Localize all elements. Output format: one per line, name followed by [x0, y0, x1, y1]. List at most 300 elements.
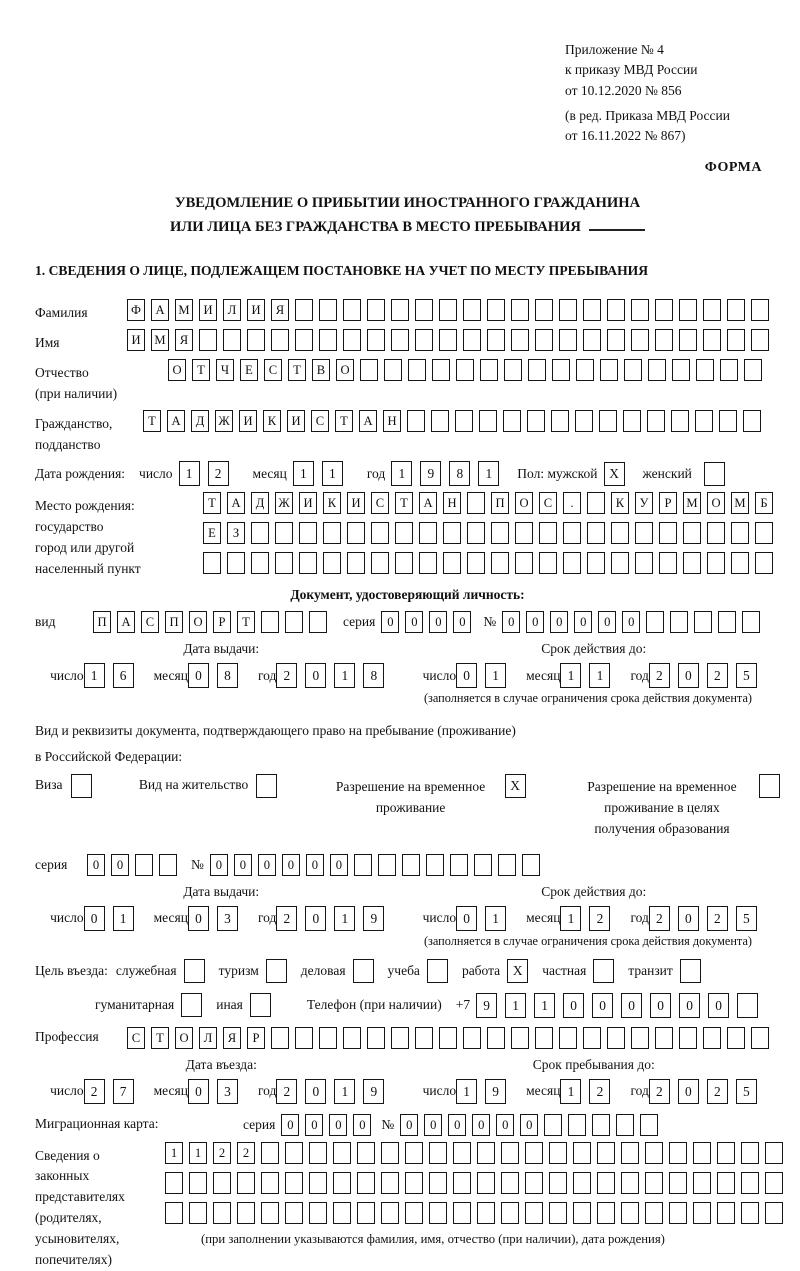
char-cell: [384, 359, 402, 381]
citizenship-label: [35, 410, 143, 456]
char-cell: [765, 1202, 783, 1224]
char-cell: 0: [456, 906, 477, 931]
sex-male-checkbox: X: [604, 462, 625, 486]
char-cell: [247, 329, 265, 351]
char-cell: М: [151, 329, 169, 351]
stay-until-heading: Срок пребывания до:: [532, 1056, 655, 1072]
char-cell: 0: [678, 663, 699, 688]
stay-until-col: [408, 1057, 781, 1104]
birth-place-label: [35, 492, 203, 580]
patronymic-label-line1: Отчество: [35, 364, 89, 380]
char-cell: 0: [111, 854, 129, 876]
char-cell: Т: [237, 611, 255, 633]
char-cell: [271, 329, 289, 351]
char-cell: [323, 522, 341, 544]
char-cell: [443, 522, 461, 544]
patronymic-label: [35, 359, 168, 405]
char-cell: [429, 1142, 447, 1164]
char-cell: 0: [563, 993, 584, 1018]
purpose-humanitarian-label: гуманитарная: [95, 997, 175, 1013]
doc-type-label: вид: [35, 614, 56, 630]
first-name-row: [35, 329, 780, 354]
char-cell: [367, 329, 385, 351]
char-cell: [477, 1142, 495, 1164]
issue-year-cells: [276, 906, 392, 931]
char-cell: [479, 410, 497, 432]
char-cell: 0: [305, 663, 326, 688]
char-cell: 1: [560, 906, 581, 931]
char-cell: 0: [305, 1114, 323, 1136]
char-cell: Н: [443, 492, 461, 514]
char-cell: [717, 1202, 735, 1224]
forma-label: ФОРМА: [704, 160, 762, 176]
char-cell: [450, 854, 468, 876]
char-cell: [635, 552, 653, 574]
phone-cells: [476, 993, 766, 1018]
char-cell: [405, 1172, 423, 1194]
char-cell: П: [491, 492, 509, 514]
doc-series-cells: [381, 611, 477, 633]
char-cell: [426, 854, 444, 876]
identity-doc-row: [35, 611, 780, 633]
option-temp-residence-education: [573, 774, 780, 840]
char-cell: 9: [363, 906, 384, 931]
purpose-tourism-checkbox: [266, 959, 287, 983]
char-cell: [199, 329, 217, 351]
migration-card-label: Миграционная карта:: [35, 1116, 159, 1132]
char-cell: 2: [649, 663, 670, 688]
char-cell: [559, 329, 577, 351]
char-cell: [295, 1027, 313, 1049]
residence-doc-dates: [35, 884, 780, 931]
char-cell: [549, 1202, 567, 1224]
char-cell: [527, 410, 545, 432]
char-cell: 0: [405, 611, 423, 633]
char-cell: М: [683, 492, 701, 514]
char-cell: Т: [335, 410, 353, 432]
purpose-row2: [35, 993, 780, 1018]
temp-residence-education-checkbox: [759, 774, 780, 798]
char-cell: [743, 410, 761, 432]
profession-label: Профессия: [35, 1029, 99, 1045]
char-cell: [501, 1202, 519, 1224]
validity-note: (заполняется в случае ограничения срока действия документа): [423, 933, 752, 948]
char-cell: [443, 552, 461, 574]
residence-number-cells: [210, 854, 546, 876]
char-cell: [395, 522, 413, 544]
char-cell: Р: [659, 492, 677, 514]
char-cell: 0: [448, 1114, 466, 1136]
representatives-label-line: законных: [35, 1168, 90, 1184]
purpose-other-label: иная: [216, 997, 243, 1013]
char-cell: П: [165, 611, 183, 633]
char-cell: Н: [383, 410, 401, 432]
char-cell: [419, 552, 437, 574]
purpose-work-label: работа: [461, 962, 501, 978]
char-cell: [213, 1172, 231, 1194]
char-cell: [480, 359, 498, 381]
month-label: месяц: [153, 910, 188, 926]
char-cell: [751, 299, 769, 321]
appendix-line: от 10.12.2020 № 856: [565, 82, 682, 98]
purpose-transit-checkbox: [680, 959, 701, 983]
day-label: число: [422, 1083, 457, 1099]
char-cell: [741, 1172, 759, 1194]
char-cell: [683, 552, 701, 574]
char-cell: [309, 1172, 327, 1194]
char-cell: К: [263, 410, 281, 432]
char-cell: [299, 552, 317, 574]
char-cell: [703, 1027, 721, 1049]
char-cell: 2: [649, 1079, 670, 1104]
char-cell: [419, 522, 437, 544]
issue-year-cells: [276, 663, 392, 688]
entry-date-line: [35, 1079, 408, 1104]
char-cell: 1: [560, 1079, 581, 1104]
char-cell: [165, 1172, 183, 1194]
char-cell: [357, 1202, 375, 1224]
char-cell: 0: [456, 663, 477, 688]
year-label: год: [630, 1083, 649, 1099]
char-cell: Р: [213, 611, 231, 633]
char-cell: 3: [217, 906, 238, 931]
char-cell: 8: [363, 663, 384, 688]
char-cell: [751, 329, 769, 351]
char-cell: [275, 522, 293, 544]
char-cell: [576, 359, 594, 381]
first-name-cells: [127, 329, 775, 351]
char-cell: [333, 1172, 351, 1194]
residence-doc-options: [35, 774, 780, 840]
char-cell: [583, 329, 601, 351]
char-cell: 6: [113, 663, 134, 688]
birth-place-cells-row1: [203, 492, 779, 514]
year-label: год: [257, 667, 277, 683]
char-cell: [549, 1172, 567, 1194]
char-cell: Ж: [215, 410, 233, 432]
char-cell: Е: [203, 522, 221, 544]
char-cell: С: [141, 611, 159, 633]
char-cell: [696, 359, 714, 381]
representatives-label: [35, 1142, 137, 1271]
char-cell: [203, 552, 221, 574]
char-cell: 0: [330, 854, 348, 876]
char-cell: П: [93, 611, 111, 633]
char-cell: [487, 299, 505, 321]
char-cell: [477, 1172, 495, 1194]
char-cell: А: [117, 611, 135, 633]
char-cell: О: [336, 359, 354, 381]
birth-place-cells-row2: [203, 522, 779, 544]
char-cell: 0: [550, 611, 568, 633]
amendment-line: от 16.11.2022 № 867): [565, 128, 686, 143]
char-cell: [679, 1027, 697, 1049]
char-cell: М: [731, 492, 749, 514]
char-cell: 0: [650, 993, 671, 1018]
char-cell: 2: [237, 1142, 255, 1164]
char-cell: [467, 552, 485, 574]
sex-male-label: Пол: мужской: [517, 465, 598, 481]
residence-permit-checkbox: [256, 774, 277, 798]
char-cell: [347, 552, 365, 574]
char-cell: [309, 611, 327, 633]
char-cell: [599, 410, 617, 432]
char-cell: Л: [199, 1027, 217, 1049]
char-cell: [583, 1027, 601, 1049]
char-cell: Т: [395, 492, 413, 514]
char-cell: А: [227, 492, 245, 514]
doc-number-cells: [502, 611, 766, 633]
temp-residence-education-label: Разрешение на временное проживание в целях получения образования: [587, 778, 737, 836]
char-cell: [227, 552, 245, 574]
char-cell: [474, 854, 492, 876]
char-cell: 0: [305, 906, 326, 931]
char-cell: Д: [191, 410, 209, 432]
surname-cells: [127, 299, 775, 321]
day-label: число: [50, 910, 84, 926]
char-cell: [694, 611, 712, 633]
char-cell: [671, 410, 689, 432]
representatives-label-line: представителях: [35, 1189, 125, 1205]
char-cell: [755, 522, 773, 544]
char-cell: [607, 299, 625, 321]
char-cell: 0: [329, 1114, 347, 1136]
char-cell: [285, 611, 303, 633]
char-cell: 2: [213, 1142, 231, 1164]
char-cell: [669, 1172, 687, 1194]
purpose-other-checkbox: [250, 993, 271, 1017]
char-cell: И: [347, 492, 365, 514]
char-cell: [299, 522, 317, 544]
char-cell: С: [127, 1027, 145, 1049]
char-cell: [592, 1114, 610, 1136]
number-label: №: [191, 856, 204, 872]
char-cell: А: [167, 410, 185, 432]
representatives-cells-row2: [165, 1172, 789, 1194]
char-cell: [525, 1172, 543, 1194]
char-cell: М: [175, 299, 193, 321]
char-cell: [583, 299, 601, 321]
sex-female-label: женский: [642, 465, 692, 481]
profession-row: [35, 1027, 780, 1049]
char-cell: [135, 854, 153, 876]
char-cell: 0: [453, 611, 471, 633]
char-cell: 7: [113, 1079, 134, 1104]
char-cell: [683, 522, 701, 544]
char-cell: 1: [189, 1142, 207, 1164]
char-cell: [648, 359, 666, 381]
char-cell: 0: [708, 993, 729, 1018]
char-cell: С: [371, 492, 389, 514]
char-cell: 0: [424, 1114, 442, 1136]
char-cell: [659, 552, 677, 574]
char-cell: [737, 993, 758, 1018]
char-cell: 1: [179, 461, 200, 486]
char-cell: [631, 1027, 649, 1049]
char-cell: [261, 1202, 279, 1224]
char-cell: 1: [589, 663, 610, 688]
char-cell: [402, 854, 420, 876]
char-cell: [695, 410, 713, 432]
char-cell: [407, 410, 425, 432]
day-label: число: [50, 1083, 84, 1099]
identity-valid-col: [408, 641, 781, 688]
citizenship-label-line2: подданство: [35, 436, 101, 452]
purpose-tourism-label: туризм: [218, 962, 259, 978]
char-cell: [504, 359, 522, 381]
entry-stay-dates: [35, 1057, 780, 1104]
char-cell: [539, 522, 557, 544]
char-cell: [189, 1202, 207, 1224]
char-cell: [669, 1142, 687, 1164]
char-cell: 3: [217, 1079, 238, 1104]
char-cell: 1: [560, 663, 581, 688]
day-label: число: [139, 465, 173, 481]
char-cell: [251, 552, 269, 574]
char-cell: 8: [449, 461, 470, 486]
char-cell: О: [189, 611, 207, 633]
char-cell: 0: [87, 854, 105, 876]
char-cell: [621, 1142, 639, 1164]
char-cell: [563, 552, 581, 574]
char-cell: [587, 552, 605, 574]
char-cell: 5: [736, 1079, 757, 1104]
char-cell: [621, 1172, 639, 1194]
char-cell: [587, 522, 605, 544]
char-cell: [616, 1114, 634, 1136]
char-cell: [631, 299, 649, 321]
char-cell: 8: [217, 663, 238, 688]
char-cell: [463, 329, 481, 351]
char-cell: 0: [400, 1114, 418, 1136]
form-title-line2: ИЛИ ЛИЦА БЕЗ ГРАЖДАНСТВА В МЕСТО ПРЕБЫВАНИЯ: [170, 218, 581, 235]
purpose-business-label: деловая: [300, 962, 346, 978]
char-cell: [391, 1027, 409, 1049]
purpose-humanitarian-checkbox: [181, 993, 202, 1017]
month-label: месяц: [526, 1083, 561, 1099]
char-cell: [453, 1202, 471, 1224]
char-cell: [295, 329, 313, 351]
birth-place-sublabel-city: город или другой: [35, 540, 135, 556]
valid-day-cells: [456, 663, 514, 688]
appendix-line: Приложение № 4: [565, 42, 664, 57]
char-cell: 2: [649, 906, 670, 931]
char-cell: 1: [322, 461, 343, 486]
char-cell: 2: [589, 1079, 610, 1104]
identity-doc-heading: Документ, удостоверяющий личность:: [290, 587, 525, 603]
char-cell: 0: [502, 611, 520, 633]
char-cell: [285, 1202, 303, 1224]
char-cell: [367, 299, 385, 321]
char-cell: [607, 1027, 625, 1049]
purpose-official-checkbox: [184, 959, 205, 983]
char-cell: Т: [203, 492, 221, 514]
representatives-cells-row1: [165, 1142, 789, 1164]
char-cell: [535, 1027, 553, 1049]
char-cell: [707, 552, 725, 574]
char-cell: [539, 552, 557, 574]
patronymic-cells: [168, 359, 768, 381]
char-cell: [463, 1027, 481, 1049]
residence-permit-label: Вид на жительство: [138, 776, 249, 792]
char-cell: [367, 1027, 385, 1049]
char-cell: [467, 522, 485, 544]
char-cell: [165, 1202, 183, 1224]
option-temp-residence: [325, 774, 526, 819]
char-cell: [261, 611, 279, 633]
char-cell: [371, 522, 389, 544]
char-cell: [727, 299, 745, 321]
residence-series-cells: [87, 854, 183, 876]
valid-day-cells: [456, 906, 514, 931]
char-cell: [597, 1172, 615, 1194]
series-label: серия: [35, 856, 68, 872]
char-cell: [343, 1027, 361, 1049]
valid-until-heading: Срок действия до:: [541, 641, 647, 657]
char-cell: Т: [143, 410, 161, 432]
entry-year-cells: [276, 1079, 392, 1104]
stay-until-line: [408, 1079, 781, 1104]
char-cell: [755, 552, 773, 574]
identity-issue-col: [35, 641, 408, 688]
char-cell: [597, 1202, 615, 1224]
char-cell: 0: [353, 1114, 371, 1136]
issue-date-heading: Дата выдачи:: [183, 641, 260, 657]
char-cell: Ж: [275, 492, 293, 514]
purpose-official-label: служебная: [115, 962, 177, 978]
issue-date-line: [35, 906, 408, 931]
birth-year-cells: [391, 461, 507, 486]
valid-until-line: [408, 906, 781, 931]
issue-day-cells: [84, 663, 142, 688]
char-cell: О: [175, 1027, 193, 1049]
month-label: месяц: [526, 910, 561, 926]
purpose-private-checkbox: [593, 959, 614, 983]
char-cell: 1: [113, 906, 134, 931]
char-cell: [549, 1142, 567, 1164]
char-cell: 1: [456, 1079, 477, 1104]
char-cell: С: [539, 492, 557, 514]
char-cell: [415, 329, 433, 351]
char-cell: [354, 854, 372, 876]
representatives-cells-row3: [165, 1202, 789, 1224]
char-cell: [333, 1202, 351, 1224]
char-cell: 0: [282, 854, 300, 876]
char-cell: [453, 1172, 471, 1194]
char-cell: [727, 329, 745, 351]
char-cell: 2: [276, 906, 297, 931]
entry-date-col: [35, 1057, 408, 1104]
char-cell: [525, 1202, 543, 1224]
char-cell: [432, 359, 450, 381]
birth-place-cells-block: [203, 492, 779, 582]
number-label: №: [381, 1116, 395, 1132]
char-cell: 1: [478, 461, 499, 486]
char-cell: [391, 329, 409, 351]
char-cell: Т: [192, 359, 210, 381]
char-cell: [717, 1142, 735, 1164]
migration-card-row: [35, 1114, 780, 1136]
char-cell: [347, 522, 365, 544]
entry-day-cells: [84, 1079, 142, 1104]
char-cell: [563, 522, 581, 544]
identity-doc-dates: [35, 641, 780, 688]
char-cell: [611, 552, 629, 574]
birth-month-group: [253, 461, 351, 486]
char-cell: [544, 1114, 562, 1136]
char-cell: [501, 1172, 519, 1194]
day-label: число: [50, 667, 84, 683]
